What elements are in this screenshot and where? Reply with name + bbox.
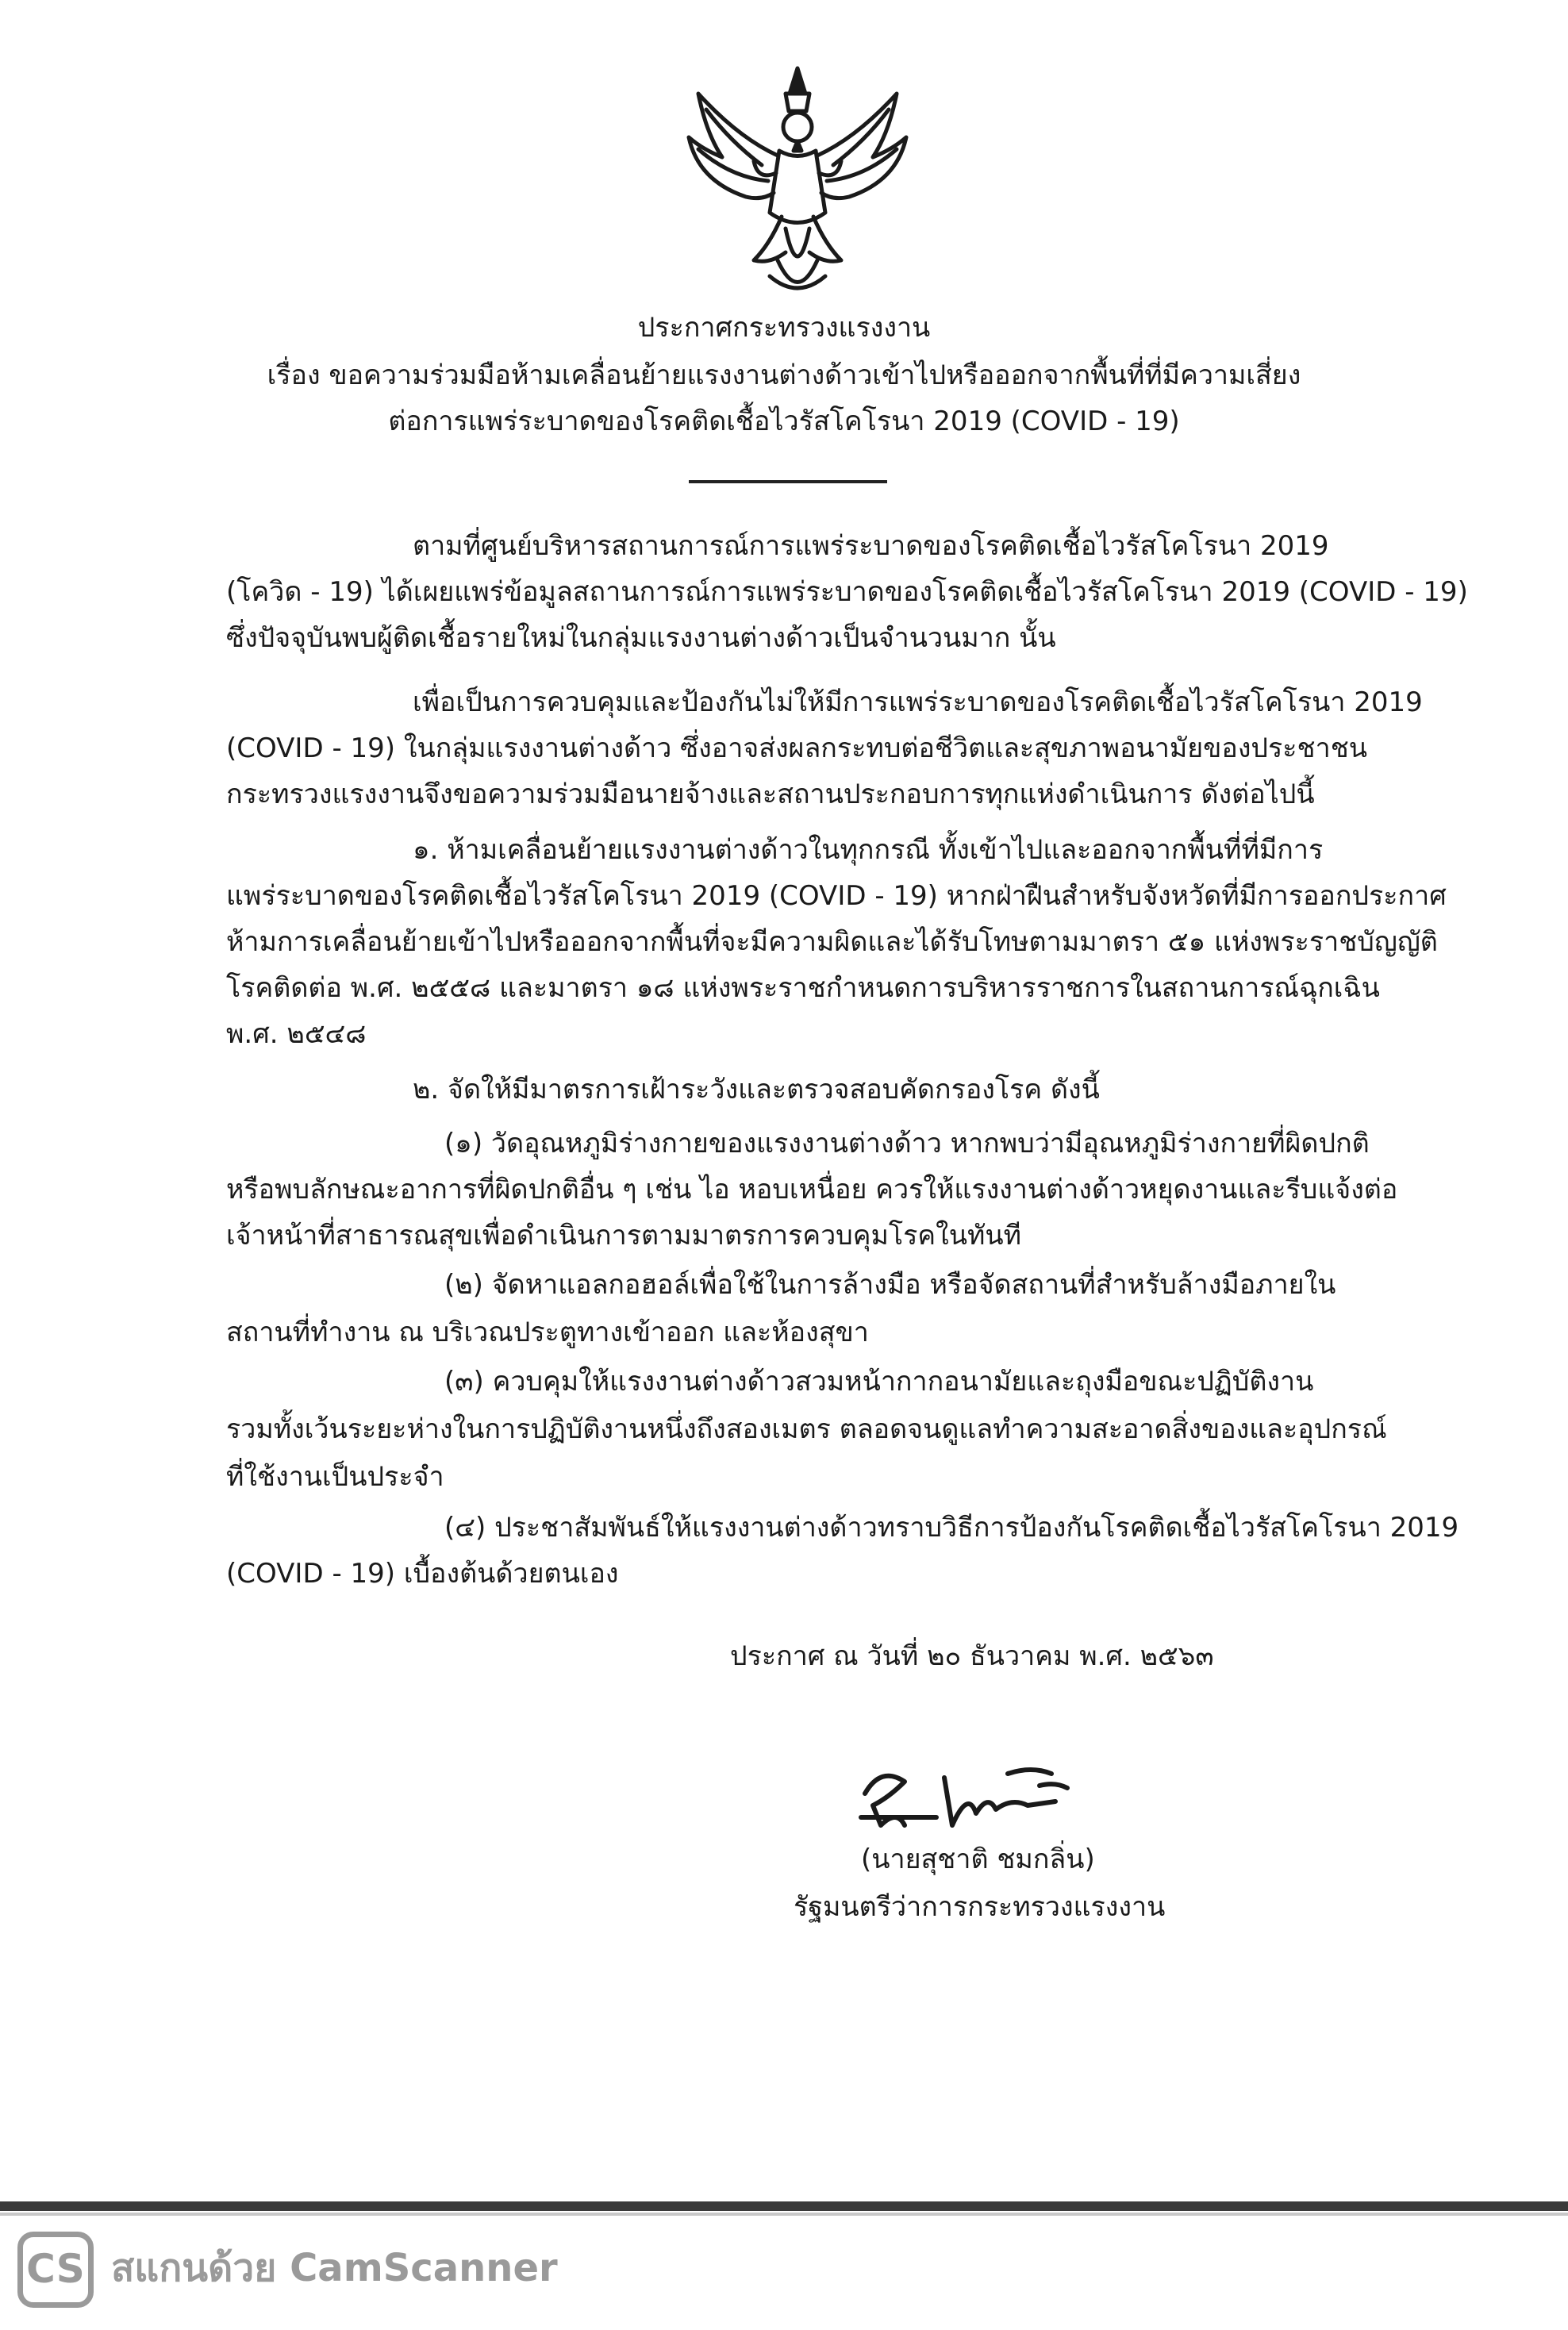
sub4-line-2: (COVID - 19) เบื้องต้นด้วยตนเอง [226, 1558, 619, 1590]
sub3-line-2: รวมทั้งเว้นระยะห่างในการปฏิบัติงานหนึ่งถึงสองเมตร ตลอดจนดูแลทำความสะอาดสิ่งของและอุปกรณ์ [226, 1413, 1387, 1445]
page-bottom-shadow [0, 2213, 1568, 2216]
item1-line-2: แพร่ระบาดของโรคติดเชื้อไวรัสโคโรนา 2019 (COVID - 19) หากฝ่าฝืนสำหรับจังหวัดที่มีการออกประกาศ [226, 880, 1447, 912]
camscanner-logo-icon: CS [17, 2232, 94, 2308]
signer-name: (นายสุชาติ ชมกลิ่น) [861, 1844, 1095, 1875]
p2-line-2: (COVID - 19) ในกลุ่มแรงงานต่างด้าว ซึ่งอาจส่งผลกระทบต่อชีวิตและสุขภาพอนามัยของประชาชน [226, 732, 1368, 764]
item1-line-3: ห้ามการเคลื่อนย้ายเข้าไปหรือออกจากพื้นที่จะมีความผิดและได้รับโทษตามมาตรา ๕๑ แห่งพระราชบัญญัติ [226, 926, 1438, 958]
signer-title: รัฐมนตรีว่าการกระทรวงแรงงาน [794, 1891, 1166, 1923]
p2-line-3: กระทรวงแรงงานจึงขอความร่วมมือนายจ้างและสถานประกอบการทุกแห่งดำเนินการ ดังต่อไปนี้ [226, 779, 1315, 810]
signature-icon [849, 1750, 1079, 1845]
item1-line-1: ๑. ห้ามเคลื่อนย้ายแรงงานต่างด้าวในทุกกรณี ทั้งเข้าไปและออกจากพื้นที่ที่มีการ [413, 834, 1324, 866]
sub3-line-1: (๓) ควบคุมให้แรงงานต่างด้าวสวมหน้ากากอนามัยและถุงมือขณะปฏิบัติงาน [444, 1366, 1314, 1398]
subject-line-2: ต่อการแพร่ระบาดของโรคติดเชื้อไวรัสโคโรนา 2019 (COVID - 19) [388, 406, 1180, 437]
sub2-line-1: (๒) จัดหาแอลกอฮอล์เพื่อใช้ในการล้างมือ หรือจัดสถานที่สำหรับล้างมือภายใน [444, 1269, 1336, 1301]
sub3-line-3: ที่ใช้งานเป็นประจำ [226, 1461, 444, 1493]
sub1-line-1: (๑) วัดอุณหภูมิร่างกายของแรงงานต่างด้าว หากพบว่ามีอุณหภูมิร่างกายที่ผิดปกติ [444, 1128, 1370, 1159]
item1-line-5: พ.ศ. ๒๕๔๘ [226, 1018, 367, 1050]
garuda-emblem-icon [674, 62, 920, 308]
title-underline [689, 480, 887, 483]
camscanner-watermark: สแกนด้วย CamScanner [111, 2246, 558, 2290]
item2-heading: ๒. จัดให้มีมาตรการเฝ้าระวังและตรวจสอบคัดกรองโรค ดังนี้ [413, 1074, 1100, 1105]
p2-line-1: เพื่อเป็นการควบคุมและป้องกันไม่ให้มีการแพร่ระบาดของโรคติดเชื้อไวรัสโคโรนา 2019 [413, 686, 1423, 718]
announcement-date: ประกาศ ณ วันที่ ๒๐ ธันวาคม พ.ศ. ๒๕๖๓ [730, 1640, 1214, 1672]
subject-line-1: เรื่อง ขอความร่วมมือห้ามเคลื่อนย้ายแรงงานต่างด้าวเข้าไปหรือออกจากพื้นที่ที่มีความเสี่ยง [267, 359, 1301, 391]
document-heading: ประกาศกระทรวงแรงงาน [637, 312, 931, 344]
p1-line-2: (โควิด - 19) ได้เผยแพร่ข้อมูลสถานการณ์การแพร่ระบาดของโรคติดเชื้อไวรัสโคโรนา 2019 (COVID - 19) [226, 576, 1468, 608]
sub1-line-3: เจ้าหน้าที่สาธารณสุขเพื่อดำเนินการตามมาตรการควบคุมโรคในทันที [226, 1220, 1022, 1252]
page-bottom-edge [0, 2201, 1568, 2211]
item1-line-4: โรคติดต่อ พ.ศ. ๒๕๕๘ และมาตรา ๑๘ แห่งพระราชกำหนดการบริหารราชการในสถานการณ์ฉุกเฉิน [226, 972, 1380, 1004]
p1-line-3: ซึ่งปัจจุบันพบผู้ติดเชื้อรายใหม่ในกลุ่มแรงงานต่างด้าวเป็นจำนวนมาก นั้น [226, 622, 1056, 654]
p1-line-1: ตามที่ศูนย์บริหารสถานการณ์การแพร่ระบาดของโรคติดเชื้อไวรัสโคโรนา 2019 [413, 530, 1329, 562]
sub1-line-2: หรือพบลักษณะอาการที่ผิดปกติอื่น ๆ เช่น ไอ หอบเหนื่อย ควรให้แรงงานต่างด้าวหยุดงานและรีบแจ้งต่อ [226, 1174, 1398, 1205]
sub2-line-2: สถานที่ทำงาน ณ บริเวณประตูทางเข้าออก และห้องสุขา [226, 1317, 869, 1348]
sub4-line-1: (๔) ประชาสัมพันธ์ให้แรงงานต่างด้าวทราบวิธีการป้องกันโรคติดเชื้อไวรัสโคโรนา 2019 [444, 1512, 1459, 1544]
